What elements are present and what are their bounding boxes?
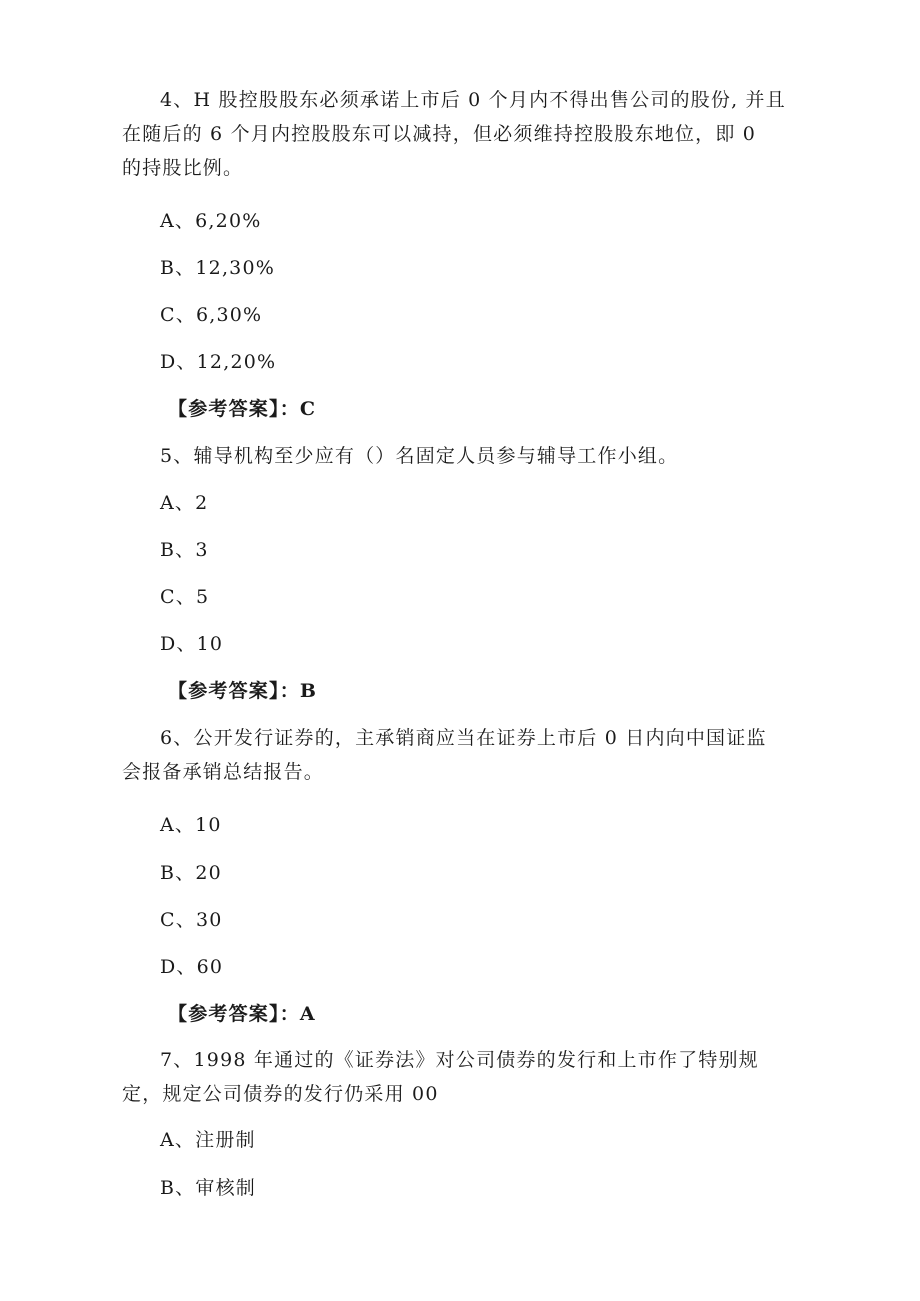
question-5-option-c: C、5: [160, 586, 210, 608]
question-7-line-1: 7、1998 年通过的《证券法》对公司债券的发行和上市作了特别规: [160, 1049, 759, 1071]
question-6-option-b: B、20: [160, 862, 222, 884]
question-7-line-2: 定，规定公司债券的发行仍采用 00: [122, 1083, 439, 1105]
question-4-line-3: 的持股比例。: [122, 157, 244, 179]
question-7-option-a: A、注册制: [160, 1129, 256, 1151]
question-6-option-a: A、10: [160, 814, 222, 836]
question-6-answer: 【参考答案】：A: [168, 1003, 316, 1025]
question-5-option-b: B、3: [160, 539, 209, 561]
question-7-option-b: B、审核制: [160, 1177, 256, 1199]
question-4-line-2: 在随后的 6 个月内控股股东可以减持，但必须维持控股股东地位，即 0: [122, 123, 757, 145]
question-6-option-c: C、30: [160, 909, 223, 931]
question-6-line-2: 会报备承销总结报告。: [122, 761, 325, 783]
question-5-option-d: D、10: [160, 633, 224, 655]
question-6-line-1: 6、公开发行证券的，主承销商应当在证券上市后 0 日内向中国证监: [160, 727, 767, 749]
question-4-option-a: A、6,20%: [160, 210, 262, 232]
question-5-answer: 【参考答案】：B: [168, 680, 318, 702]
question-4-option-d: D、12,20%: [160, 351, 277, 373]
question-5-line-1: 5、辅导机构至少应有（）名固定人员参与辅导工作小组。: [160, 445, 679, 467]
question-4-option-b: B、12,30%: [160, 257, 276, 279]
question-4-option-c: C、6,30%: [160, 304, 263, 326]
question-4-answer: 【参考答案】：C: [168, 398, 317, 420]
question-5-option-a: A、2: [160, 492, 209, 514]
question-4-line-1: 4、H 股控股股东必须承诺上市后 0 个月内不得出售公司的股份, 并且: [160, 89, 786, 111]
question-6-option-d: D、60: [160, 956, 224, 978]
